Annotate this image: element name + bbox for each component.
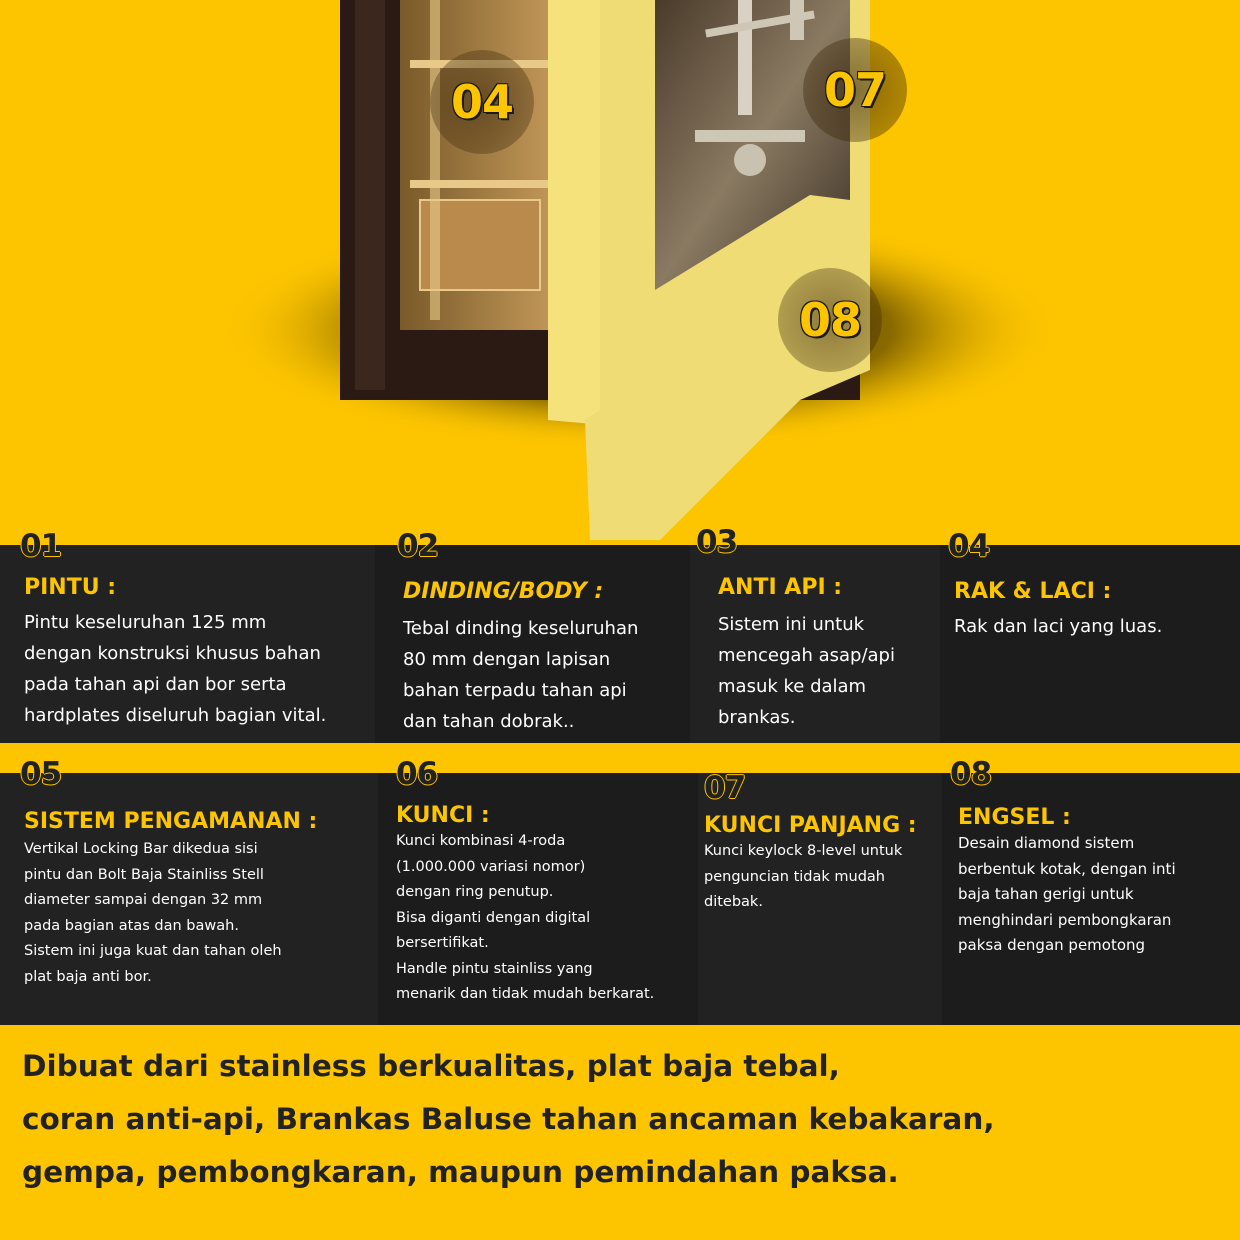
feature-panel-02 (375, 528, 690, 743)
hero-badge-label: 08 (798, 293, 861, 347)
safe-illustration (0, 0, 1240, 545)
hero-badge-label: 04 (450, 75, 513, 129)
feature-number: 01 (20, 528, 62, 564)
feature-description: Rak dan laci yang luas. (954, 616, 1163, 637)
hero-badge-08 (778, 268, 882, 372)
feature-panel-01 (0, 528, 375, 743)
feature-description: Vertikal Locking Bar dikedua sisi pintu dan Bolt Baja Stainliss Stell diameter sampai dengan 32 mm pada bagian atas dan bawah. Sistem ini juga kuat dan tahan oleh plat baja anti bor. (24, 841, 282, 985)
feature-number: 08 (950, 756, 992, 792)
feature-title: PINTU : (24, 575, 117, 600)
feature-panel-03 (690, 524, 940, 743)
feature-title: KUNCI : (396, 803, 490, 828)
feature-title: ANTI API : (718, 575, 843, 600)
feature-title: SISTEM PENGAMANAN : (24, 809, 318, 834)
feature-description: Pintu keseluruhan 125 mm dengan konstruksi khusus bahan pada tahan api dan bor serta hardplates diseluruh bagian vital. (24, 612, 327, 726)
feature-panel-04 (940, 528, 1240, 743)
feature-number: 03 (696, 524, 738, 560)
feature-title: ENGSEL : (958, 805, 1071, 830)
feature-number: 07 (704, 770, 746, 806)
feature-panel-06 (378, 756, 698, 1025)
feature-description: Sistem ini untuk mencegah asap/api masuk ke dalam brankas. (718, 614, 895, 728)
feature-title: RAK & LACI : (954, 579, 1112, 604)
footer-description: Dibuat dari stainless berkualitas, plat baja tebal, coran anti-api, Brankas Baluse tahan ancaman kebakaran, gempa, pembongkaran, maupun pemindahan paksa. (22, 1049, 995, 1189)
feature-panel-08 (942, 756, 1240, 1025)
hero-badge-label: 07 (823, 63, 886, 117)
feature-number: 05 (20, 756, 62, 792)
feature-title: KUNCI PANJANG : (704, 813, 917, 838)
feature-panel-07 (698, 770, 942, 1025)
hero-illustration (0, 0, 1240, 545)
hero-badge-07 (803, 38, 907, 142)
feature-description: Desain diamond sistem berbentuk kotak, dengan inti baja tahan gerigi untuk menghindari pembongkaran paksa dengan pemotong (958, 834, 1176, 954)
feature-description: Kunci keylock 8-level untuk penguncian tidak mudah ditebak. (704, 843, 903, 910)
feature-panel-05 (0, 756, 378, 1025)
feature-number: 04 (948, 528, 990, 564)
hero-badge-04 (430, 50, 534, 154)
feature-description: Kunci kombinasi 4-roda (1.000.000 variasi nomor) dengan ring penutup. Bisa diganti dengan digital bersertifikat. Handle pintu stainliss yang menarik dan tidak mudah berkarat. (396, 833, 655, 1002)
feature-title: DINDING/BODY : (403, 579, 604, 604)
feature-number: 02 (397, 528, 439, 564)
feature-number: 06 (396, 756, 438, 792)
feature-description: Tebal dinding keseluruhan 80 mm dengan lapisan bahan terpadu tahan api dan tahan dobrak.. (403, 618, 639, 732)
